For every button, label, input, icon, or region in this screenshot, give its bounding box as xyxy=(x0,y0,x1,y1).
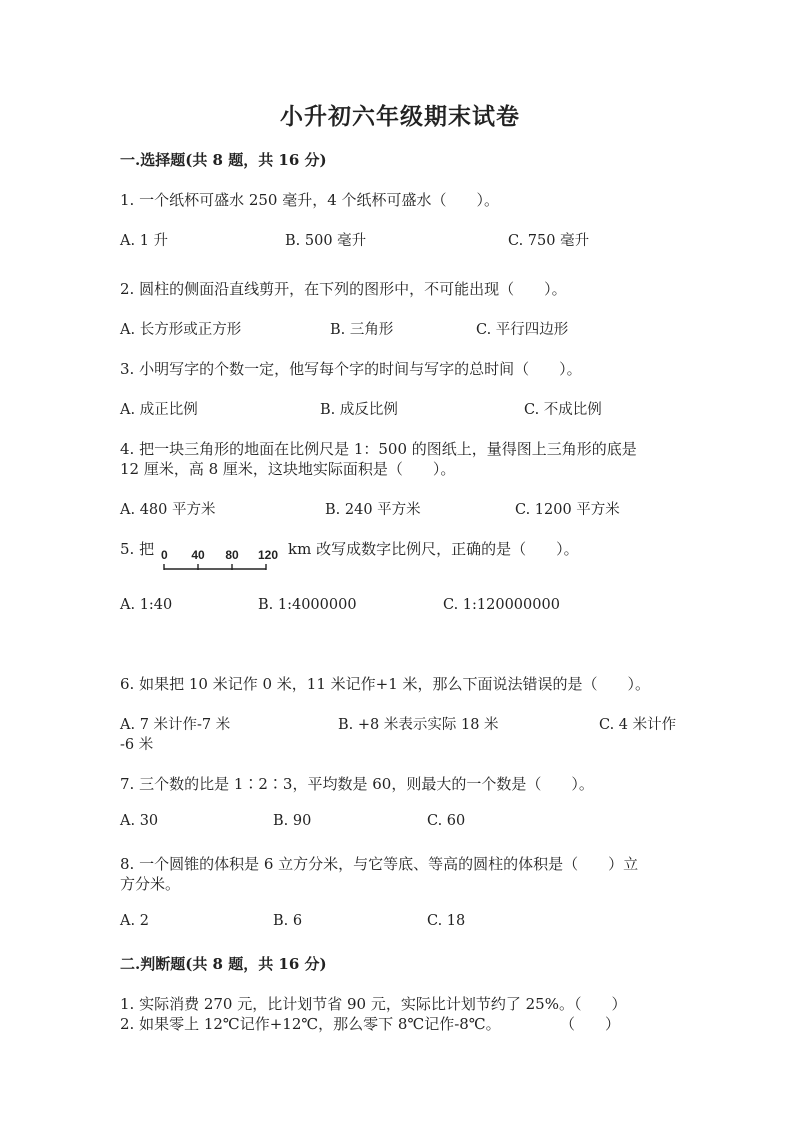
judgement-question-2-bracket: （ ） xyxy=(560,1015,621,1033)
q8-option-b: B. 6 xyxy=(273,913,303,929)
question-6: 6. 如果把 10 米记作 0 米，11 米记作+1 米，那么下面说法错误的是（ ）。 xyxy=(120,675,651,693)
scale-label-0: 0 xyxy=(161,548,168,562)
q6-option-a: A. 7 米计作-7 米 xyxy=(120,717,231,733)
question-3: 3. 小明写字的个数一定，他写每个字的时间与写字的总时间（ ）。 xyxy=(120,360,582,378)
question-7: 7. 三个数的比是 1∶2∶3，平均数是 60，则最大的一个数是（ ）。 xyxy=(120,775,594,793)
q3-option-c: C. 不成比例 xyxy=(524,402,602,418)
question-5-suffix: km 改写成数字比例尺，正确的是（ ）。 xyxy=(288,540,579,558)
q6-option-c: C. 4 米计作 xyxy=(599,717,677,733)
judgement-question-2: 2. 如果零上 12℃记作+12℃，那么零下 8℃记作-8℃。 xyxy=(120,1015,501,1033)
q4-option-c: C. 1200 平方米 xyxy=(515,502,620,518)
q4-option-b: B. 240 平方米 xyxy=(325,502,421,518)
question-2: 2. 圆柱的侧面沿直线剪开，在下列的图形中，不可能出现（ ）。 xyxy=(120,280,567,298)
scale-bar-figure xyxy=(158,543,282,577)
question-8-line1: 8. 一个圆锥的体积是 6 立方分米，与它等底、等高的圆柱的体积是（ ）立 xyxy=(120,855,639,873)
question-4-line1: 4. 把一块三角形的地面在比例尺是 1：500 的图纸上，量得图上三角形的底是 xyxy=(120,440,637,458)
scale-label-40: 40 xyxy=(191,548,205,562)
q4-option-a: A. 480 平方米 xyxy=(120,502,216,518)
q7-option-a: A. 30 xyxy=(120,813,159,829)
page-title: 小升初六年级期末试卷 xyxy=(280,103,520,130)
q3-option-b: B. 成反比例 xyxy=(320,402,398,418)
scale-label-80: 80 xyxy=(225,548,239,562)
q8-option-c: C. 18 xyxy=(427,913,466,929)
q2-option-a: A. 长方形或正方形 xyxy=(120,322,242,338)
q5-option-a: A. 1:40 xyxy=(120,597,173,613)
section-heading-judgement: 二.判断题(共 8 题，共 16 分) xyxy=(120,955,327,973)
judgement-question-1: 1. 实际消费 270 元，比计划节省 90 元，实际比计划节约了 25%。（ ） xyxy=(120,995,627,1013)
q5-option-c: C. 1:120000000 xyxy=(443,597,560,613)
q2-option-c: C. 平行四边形 xyxy=(476,322,569,338)
q3-option-a: A. 成正比例 xyxy=(120,402,198,418)
question-8-line2: 方分米。 xyxy=(120,875,181,893)
scale-label-120: 120 xyxy=(257,548,279,562)
question-1: 1. 一个纸杯可盛水 250 毫升，4 个纸杯可盛水（ ）。 xyxy=(120,191,500,209)
q1-option-c: C. 750 毫升 xyxy=(508,233,590,249)
q6-option-b: B. +8 米表示实际 18 米 xyxy=(338,717,499,733)
q1-option-a: A. 1 升 xyxy=(120,233,169,249)
q6-option-c-wrap: -6 米 xyxy=(120,737,154,753)
q1-option-b: B. 500 毫升 xyxy=(285,233,367,249)
section-heading-choice: 一.选择题(共 8 题，共 16 分) xyxy=(120,151,327,169)
q8-option-a: A. 2 xyxy=(120,913,149,929)
question-4-line2: 12 厘米，高 8 厘米，这块地实际面积是（ ）。 xyxy=(120,460,456,478)
q7-option-c: C. 60 xyxy=(427,813,466,829)
q2-option-b: B. 三角形 xyxy=(330,322,394,338)
q5-option-b: B. 1:4000000 xyxy=(258,597,357,613)
q7-option-b: B. 90 xyxy=(273,813,312,829)
question-5-prefix: 5. 把 xyxy=(120,540,155,558)
